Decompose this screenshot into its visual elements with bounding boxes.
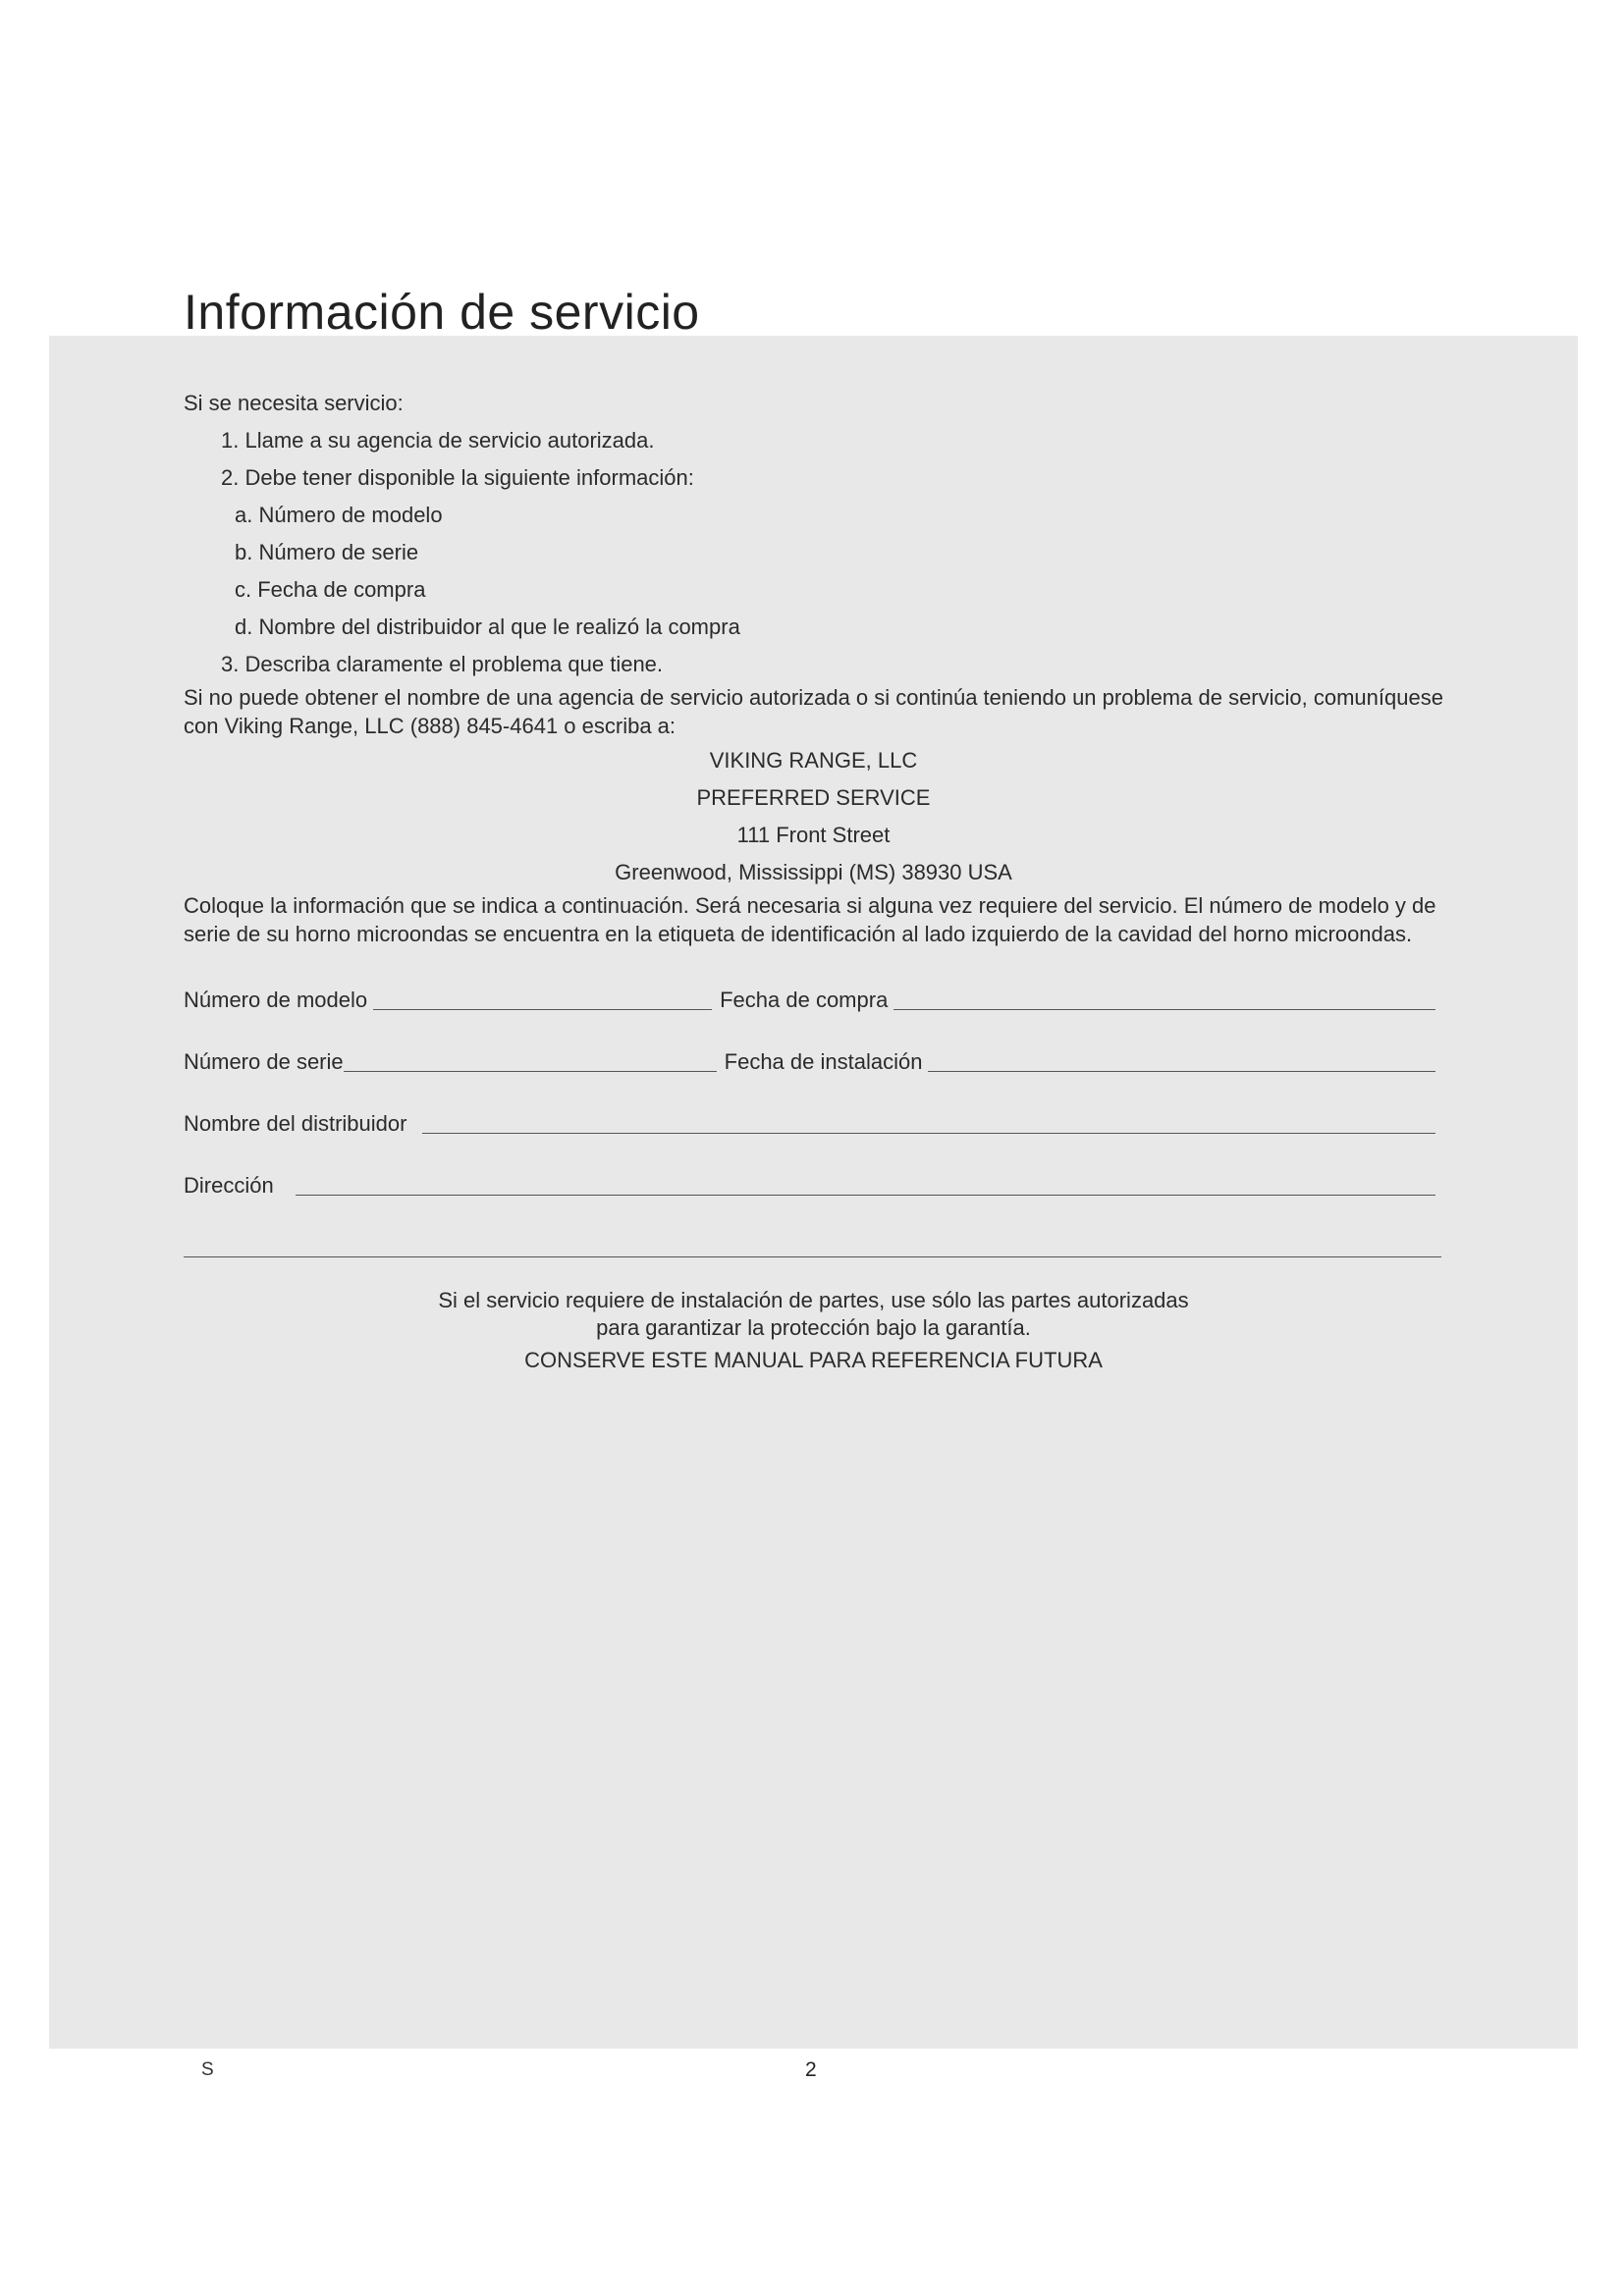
address-field[interactable]: [296, 1195, 1435, 1196]
substep-d: d. Nombre del distribuidor al que le realizó la compra: [235, 614, 740, 639]
dealer-name-label: Nombre del distribuidor: [184, 1111, 407, 1136]
dealer-name-field[interactable]: [422, 1133, 1435, 1134]
substep-a: a. Número de modelo: [235, 503, 443, 527]
address-city: Greenwood, Mississippi (MS) 38930 USA: [615, 860, 1012, 884]
step-2: 2. Debe tener disponible la siguiente información:: [221, 465, 694, 490]
address-company: VIKING RANGE, LLC: [709, 748, 918, 773]
form-row-address: [184, 1165, 1443, 1204]
form-row-model: [184, 980, 1443, 1019]
step-1: 1. Llame a su agencia de servicio autorizada.: [221, 428, 655, 453]
address-street: 111 Front Street: [736, 823, 891, 847]
address-block: [184, 742, 1443, 891]
address-field-line-2[interactable]: [184, 1227, 1441, 1257]
form-row-serial: [184, 1041, 1443, 1081]
installation-date-field[interactable]: [928, 1071, 1435, 1072]
notice-line-1: Si el servicio requiere de instalación de partes, use sólo las partes autorizadas: [438, 1288, 1189, 1312]
contact-paragraph: Si no puede obtener el nombre de una agencia de servicio autorizada o si continúa teniendo un problema de servicio, comuníquese con Viking Range, LLC (888) 845-4641 o escriba a:: [184, 685, 1443, 738]
page-title: Información de servicio: [184, 285, 700, 340]
step-3: 3. Describa claramente el problema que tiene.: [221, 652, 664, 676]
footer-language-code: S: [201, 2059, 214, 2080]
info-paragraph: Coloque la información que se indica a continuación. Será necesaria si alguna vez requiere del servicio. El número de modelo y de serie de su horno microondas se encuentra en la etiqueta de identificación al lado izquierdo de la cavidad del horno microondas.: [184, 893, 1436, 946]
model-number-field[interactable]: [373, 1009, 712, 1010]
conserve-manual-notice: CONSERVE ESTE MANUAL PARA REFERENCIA FUTURA: [524, 1348, 1103, 1372]
notice-line-2: para garantizar la protección bajo la garantía.: [596, 1315, 1031, 1340]
installation-date-label: Fecha de instalación: [724, 1049, 923, 1074]
substep-c: c. Fecha de compra: [235, 577, 426, 602]
form-row-dealer: [184, 1103, 1443, 1143]
serial-number-field[interactable]: [344, 1071, 717, 1072]
purchase-date-field[interactable]: [893, 1009, 1435, 1010]
intro-text: Si se necesita servicio:: [184, 391, 404, 415]
address-department: PREFERRED SERVICE: [696, 785, 931, 810]
substep-b: b. Número de serie: [235, 540, 419, 564]
parts-notice: [184, 1287, 1443, 1342]
service-info-form: [184, 980, 1443, 1257]
page-number: 2: [805, 2058, 817, 2081]
serial-number-label: Número de serie: [184, 1049, 344, 1074]
address-label: Dirección: [184, 1173, 274, 1198]
purchase-date-label: Fecha de compra: [720, 988, 889, 1012]
service-content: [184, 385, 1443, 1379]
model-number-label: Número de modelo: [184, 988, 368, 1012]
